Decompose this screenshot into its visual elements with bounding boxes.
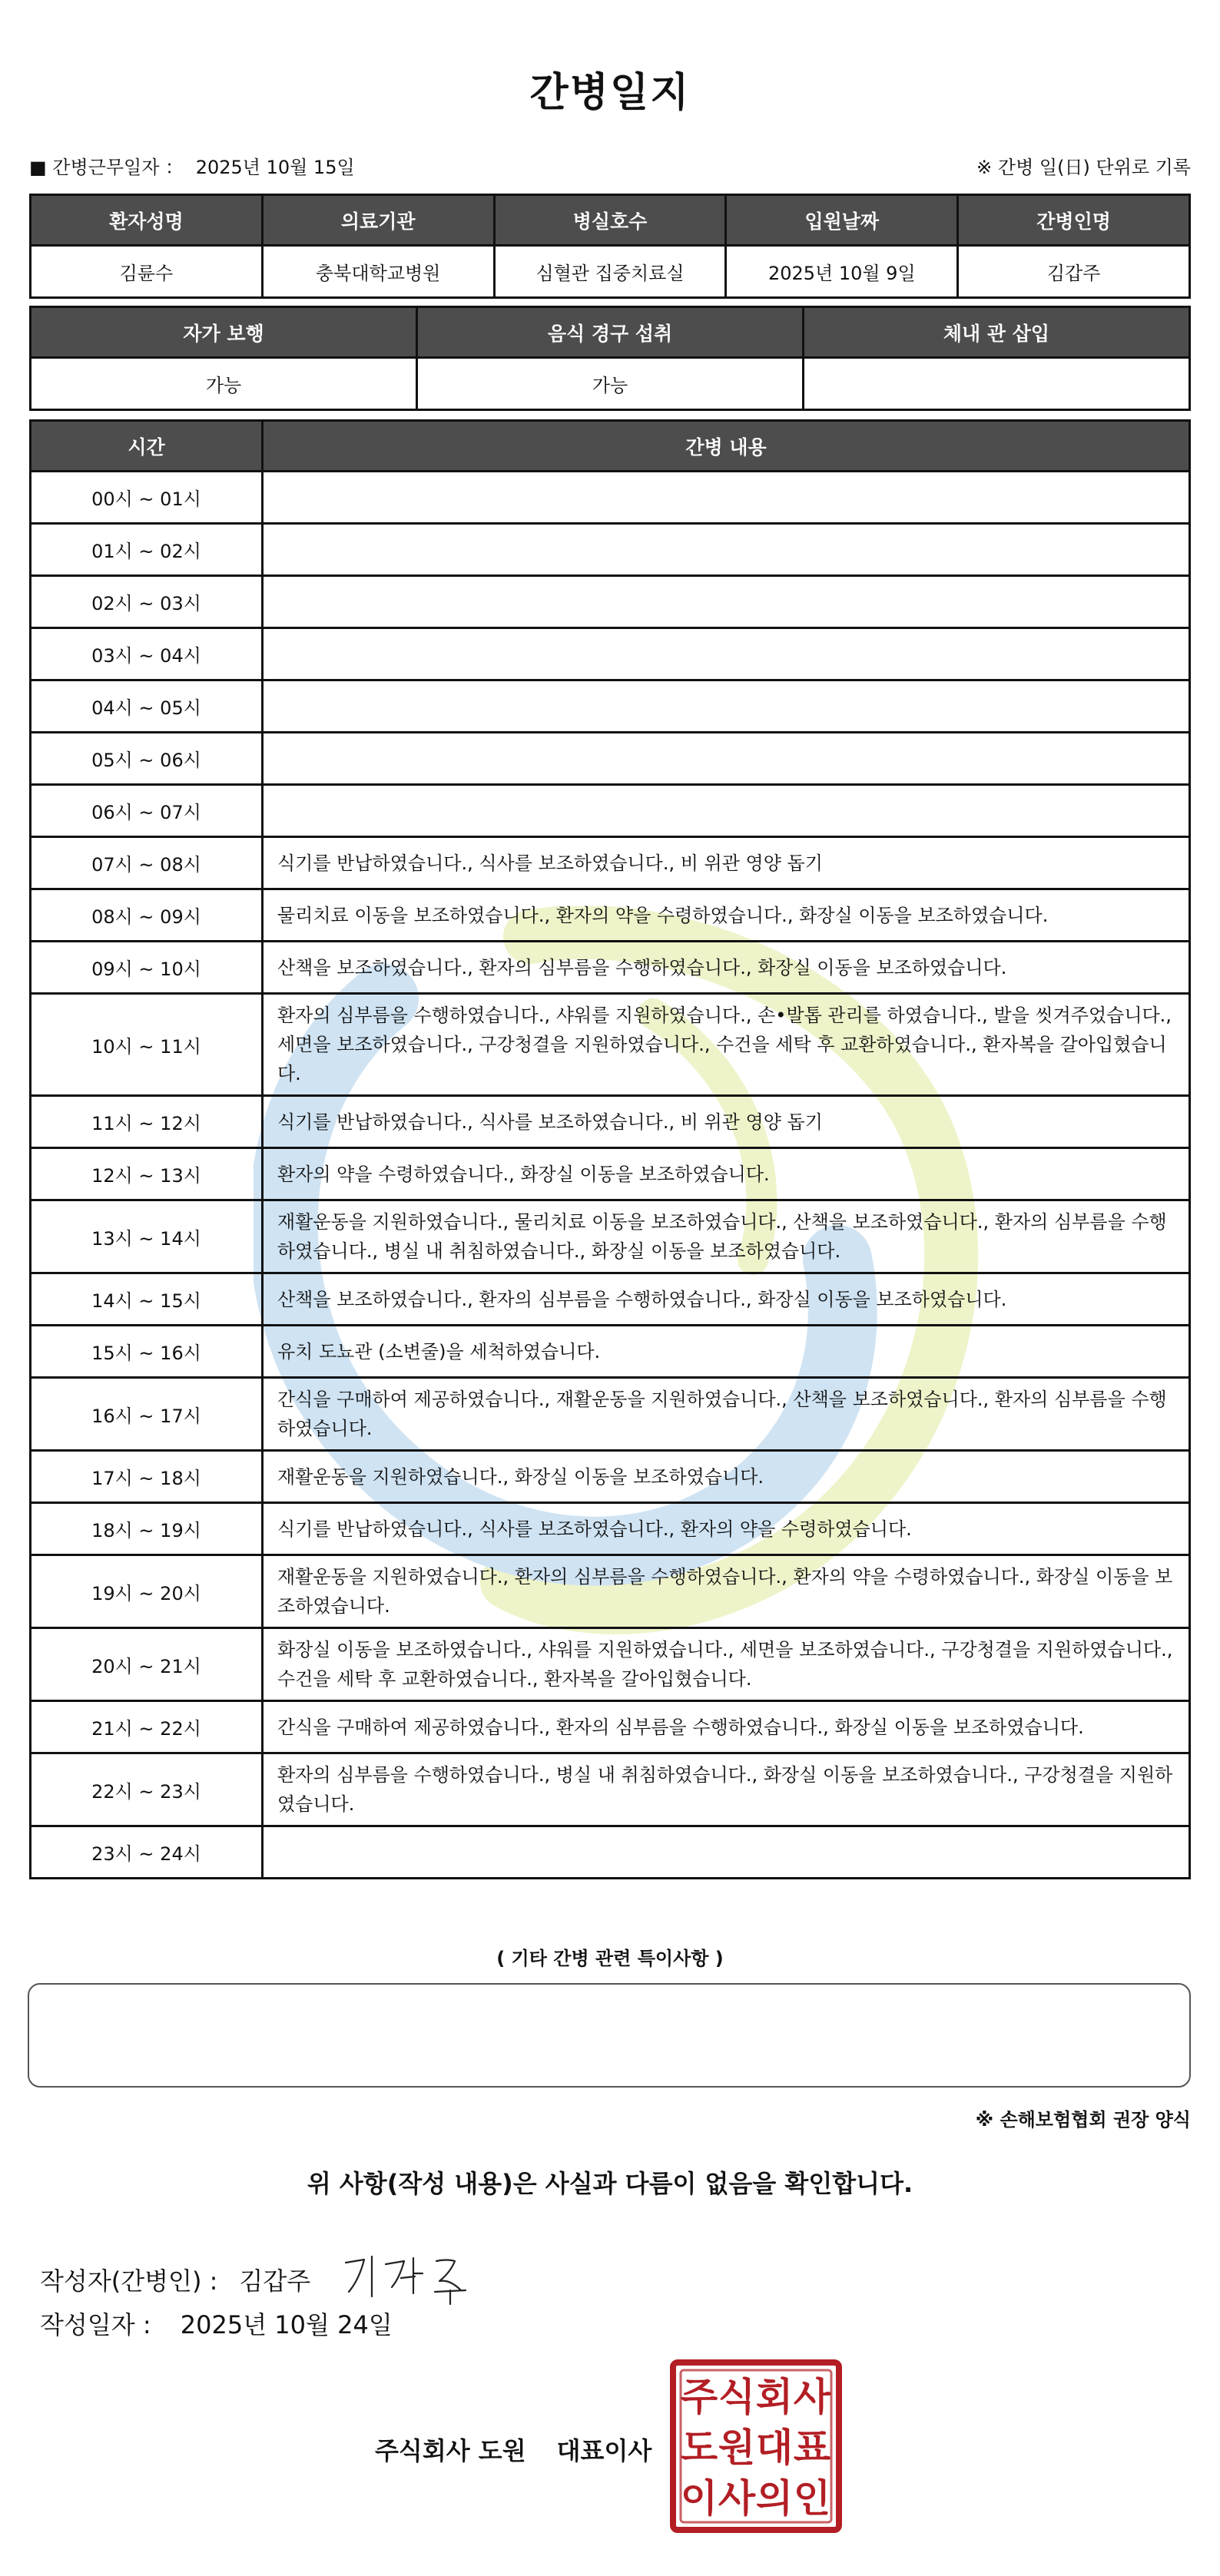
log-row bbox=[31, 1096, 1190, 1148]
room: 심혈관 집중치료실 bbox=[494, 246, 726, 298]
company-title: 대표이사 bbox=[556, 2436, 652, 2465]
log-row bbox=[31, 1378, 1190, 1451]
log-time: 14시 ~ 15시 bbox=[31, 1273, 263, 1326]
log-row bbox=[31, 733, 1190, 785]
seal-char: 도 bbox=[680, 2425, 718, 2470]
log-time: 03시 ~ 04시 bbox=[31, 628, 263, 680]
header-room: 병실호수 bbox=[494, 195, 726, 246]
work-date-value: 2025년 10월 15일 bbox=[195, 156, 355, 178]
log-content: 산책을 보조하였습니다., 환자의 심부름을 수행하였습니다., 화장실 이동을 보조하였습니다. bbox=[263, 1273, 1190, 1326]
log-time: 04시 ~ 05시 bbox=[31, 680, 263, 733]
header-walking: 자가 보행 bbox=[31, 307, 417, 358]
caregiver-name: 김갑주 bbox=[958, 246, 1190, 298]
seal-char: 이 bbox=[680, 2476, 718, 2521]
log-time: 23시 ~ 24시 bbox=[31, 1826, 263, 1879]
log-content: 식기를 반납하였습니다., 식사를 보조하였습니다., 비 위관 영양 돕기 bbox=[263, 837, 1190, 889]
log-time: 07시 ~ 08시 bbox=[31, 837, 263, 889]
patient-status-table bbox=[29, 306, 1191, 411]
hospital: 충북대학교병원 bbox=[262, 246, 494, 298]
log-row bbox=[31, 994, 1190, 1096]
header-oral-intake: 음식 경구 섭취 bbox=[417, 307, 804, 358]
log-time: 10시 ~ 11시 bbox=[31, 994, 263, 1096]
log-time: 05시 ~ 06시 bbox=[31, 733, 263, 785]
seal-char: 표 bbox=[793, 2425, 831, 2470]
tube-value bbox=[804, 358, 1190, 410]
log-row bbox=[31, 1273, 1190, 1326]
care-log-body bbox=[31, 472, 1190, 1879]
log-time: 22시 ~ 23시 bbox=[31, 1753, 263, 1826]
log-content: 환자의 심부름을 수행하였습니다., 병실 내 취침하였습니다., 화장실 이동을 보조하였습니다., 구강청결을 지원하였습니다. bbox=[263, 1753, 1190, 1826]
log-row bbox=[31, 1451, 1190, 1503]
seal-char: 사 bbox=[718, 2476, 756, 2521]
log-content bbox=[263, 472, 1190, 524]
log-content bbox=[263, 733, 1190, 785]
patient-info-table bbox=[29, 194, 1191, 299]
log-row bbox=[31, 1555, 1190, 1628]
log-content bbox=[263, 628, 1190, 680]
log-row bbox=[31, 1826, 1190, 1879]
log-content: 재활운동을 지원하였습니다., 화장실 이동을 보조하였습니다. bbox=[263, 1451, 1190, 1503]
header-time: 시간 bbox=[31, 421, 263, 472]
log-time: 21시 ~ 22시 bbox=[31, 1701, 263, 1753]
log-time: 15시 ~ 16시 bbox=[31, 1326, 263, 1378]
log-content bbox=[263, 680, 1190, 733]
log-content: 물리치료 이동을 보조하였습니다., 환자의 약을 수령하였습니다., 화장실 이동을 보조하였습니다. bbox=[263, 889, 1190, 942]
log-content: 식기를 반납하였습니다., 식사를 보조하였습니다., 비 위관 영양 돕기 bbox=[263, 1096, 1190, 1148]
writer-name: 김갑주 bbox=[239, 2266, 311, 2296]
log-time: 16시 ~ 17시 bbox=[31, 1378, 263, 1451]
confirm-statement: 위 사항(작성 내용)은 사실과 다름이 없음을 확인합니다. bbox=[307, 2169, 913, 2198]
log-time: 09시 ~ 10시 bbox=[31, 942, 263, 994]
log-row bbox=[31, 1701, 1190, 1753]
log-row bbox=[31, 472, 1190, 524]
log-content: 재활운동을 지원하였습니다., 물리치료 이동을 보조하였습니다., 산책을 보조하였습니다., 환자의 심부름을 수행하였습니다., 병실 내 취침하였습니다., 화장실 이동을 보조하였습니다. bbox=[263, 1200, 1190, 1273]
meta-row bbox=[29, 152, 1191, 178]
notes-box bbox=[28, 1983, 1191, 2088]
log-content: 화장실 이동을 보조하였습니다., 샤워를 지원하였습니다., 세면을 보조하였습니다., 구강청결을 지원하였습니다., 수건을 세탁 후 교환하였습니다., 환자복을 갈아입혔습니다. bbox=[263, 1628, 1190, 1701]
log-time: 08시 ~ 09시 bbox=[31, 889, 263, 942]
header-hospital: 의료기관 bbox=[262, 195, 494, 246]
log-content: 재활운동을 지원하였습니다., 환자의 심부름을 수행하였습니다., 환자의 약을 수령하였습니다., 화장실 이동을 보조하였습니다. bbox=[263, 1555, 1190, 1628]
log-row bbox=[31, 1628, 1190, 1701]
notes-title: ( 기타 간병 관련 특이사항 ) bbox=[496, 1948, 724, 1969]
work-date bbox=[29, 152, 361, 179]
log-time: 00시 ~ 01시 bbox=[31, 472, 263, 524]
log-row bbox=[31, 1753, 1190, 1826]
oral-intake-value: 가능 bbox=[417, 358, 804, 410]
page-title: 간병일지 bbox=[529, 70, 691, 116]
log-content: 유치 도뇨관 (소변줄)을 세척하였습니다. bbox=[263, 1326, 1190, 1378]
log-row bbox=[31, 942, 1190, 994]
log-content: 환자의 심부름을 수행하였습니다., 샤워를 지원하였습니다., 손•발톱 관리를 하였습니다., 발을 씻겨주었습니다., 세면을 보조하였습니다., 구강청결을 지원하였습니다., 수건을 세탁 후 교환하였습니다., 환자복을 갈아입혔습니다. bbox=[263, 994, 1190, 1096]
log-content bbox=[263, 576, 1190, 628]
log-time: 19시 ~ 20시 bbox=[31, 1555, 263, 1628]
seal-char: 식 bbox=[718, 2375, 756, 2419]
log-row bbox=[31, 1326, 1190, 1378]
log-content bbox=[263, 1826, 1190, 1879]
log-time: 02시 ~ 03시 bbox=[31, 576, 263, 628]
header-caregiver-name: 간병인명 bbox=[958, 195, 1190, 246]
log-content: 산책을 보조하였습니다., 환자의 심부름을 수행하였습니다., 화장실 이동을 보조하였습니다. bbox=[263, 942, 1190, 994]
write-date-row bbox=[40, 2306, 393, 2341]
company-name: 주식회사 도원 bbox=[375, 2436, 526, 2465]
log-row bbox=[31, 1200, 1190, 1273]
header-care-content: 간병 내용 bbox=[263, 421, 1190, 472]
log-time: 12시 ~ 13시 bbox=[31, 1148, 263, 1200]
seal-char: 의 bbox=[755, 2476, 794, 2521]
log-content: 간식을 구매하여 제공하였습니다., 재활운동을 지원하였습니다., 산책을 보조하였습니다., 환자의 심부름을 수행하였습니다. bbox=[263, 1378, 1190, 1451]
log-content: 식기를 반납하였습니다., 식사를 보조하였습니다., 환자의 약을 수령하였습니다. bbox=[263, 1503, 1190, 1555]
log-time: 01시 ~ 02시 bbox=[31, 524, 263, 576]
log-row bbox=[31, 889, 1190, 942]
log-row bbox=[31, 837, 1190, 889]
write-date-value: 2025년 10월 24일 bbox=[180, 2310, 393, 2339]
header-tube: 체내 관 삽입 bbox=[804, 307, 1190, 358]
handwritten-signature bbox=[338, 2249, 484, 2310]
log-row bbox=[31, 1503, 1190, 1555]
unit-note: ※ 간병 일(日) 단위로 기록 bbox=[976, 156, 1191, 178]
seal-char: 사 bbox=[793, 2375, 831, 2419]
header-patient-name: 환자성명 bbox=[31, 195, 263, 246]
walking-value: 가능 bbox=[31, 358, 417, 410]
log-row bbox=[31, 576, 1190, 628]
log-row bbox=[31, 628, 1190, 680]
log-time: 13시 ~ 14시 bbox=[31, 1200, 263, 1273]
seal-char: 회 bbox=[755, 2375, 794, 2419]
log-row bbox=[31, 785, 1190, 837]
work-date-label: ■ 간병근무일자 ： bbox=[29, 156, 184, 178]
write-date-label: 작성일자 : bbox=[40, 2310, 151, 2339]
header-admission-date: 입원날짜 bbox=[726, 195, 958, 246]
log-row bbox=[31, 680, 1190, 733]
company-line bbox=[375, 2432, 651, 2467]
log-time: 06시 ~ 07시 bbox=[31, 785, 263, 837]
log-time: 17시 ~ 18시 bbox=[31, 1451, 263, 1503]
log-time: 18시 ~ 19시 bbox=[31, 1503, 263, 1555]
seal-char: 대 bbox=[755, 2425, 794, 2470]
recommend-note: ※ 손해보험협회 권장 양식 bbox=[975, 2109, 1191, 2131]
log-row bbox=[31, 1148, 1190, 1200]
log-content: 간식을 구매하여 제공하였습니다., 환자의 심부름을 수행하였습니다., 화장실 이동을 보조하였습니다. bbox=[263, 1701, 1190, 1753]
log-content bbox=[263, 785, 1190, 837]
writer-label: 작성자(간병인) : bbox=[40, 2266, 218, 2296]
admission-date: 2025년 10월 9일 bbox=[726, 246, 958, 298]
log-time: 20시 ~ 21시 bbox=[31, 1628, 263, 1701]
care-log-table bbox=[29, 419, 1191, 1879]
log-content: 환자의 약을 수령하였습니다., 화장실 이동을 보조하였습니다. bbox=[263, 1148, 1190, 1200]
seal-char: 인 bbox=[793, 2476, 831, 2521]
log-time: 11시 ~ 12시 bbox=[31, 1096, 263, 1148]
seal-char: 주 bbox=[680, 2375, 718, 2419]
writer-row bbox=[40, 2249, 484, 2310]
log-content bbox=[263, 524, 1190, 576]
company-seal-stamp bbox=[670, 2359, 842, 2533]
patient-name: 김륜수 bbox=[31, 246, 263, 298]
seal-char: 원 bbox=[718, 2425, 756, 2470]
log-row bbox=[31, 524, 1190, 576]
